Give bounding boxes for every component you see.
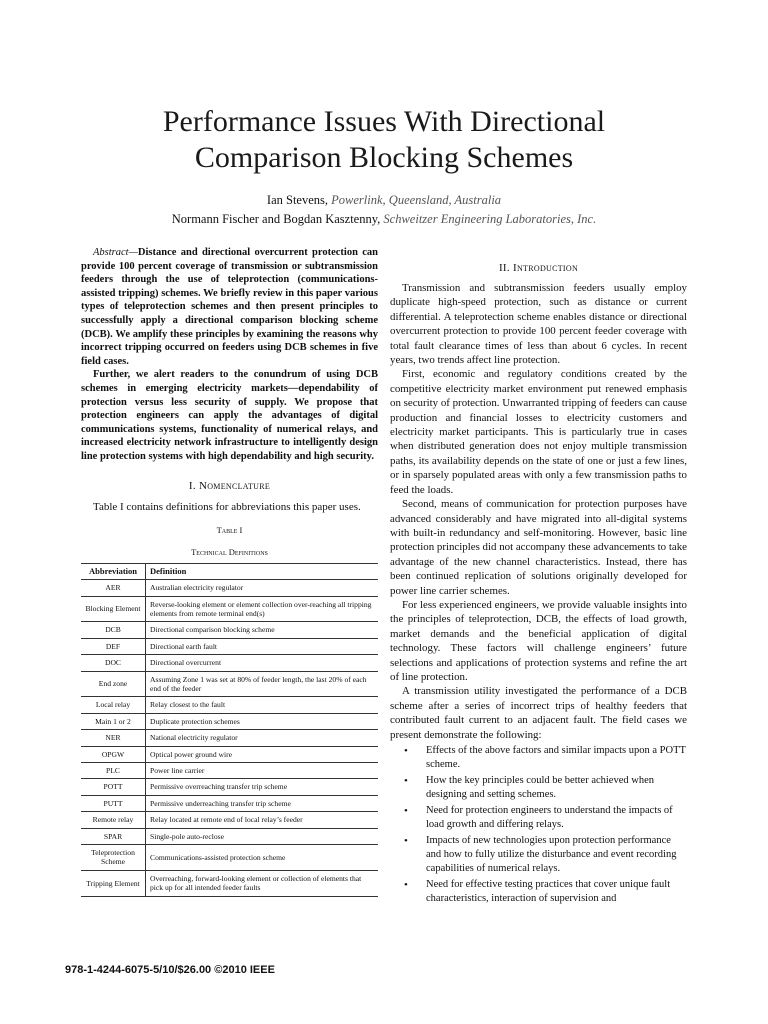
table-row: NER National electricity regulator (81, 730, 378, 746)
table-header-definition: Definition (146, 563, 379, 579)
right-column (390, 246, 687, 908)
section-heading-nomenclature: I. Nomenclature (188, 479, 271, 492)
abstract-paragraph-2: Further, we alert readers to the conundrum of using DCB schemes in emerging electricity markets—dependability of protection versus less security of supply. We propose that protection engineers can apply the advantages of digital communications systems, functionality of numerical relays, and increased electricity network infrastructure to intelligently design line protection systems with high dependability and high security. (81, 369, 378, 462)
table-row: Tripping Element Overreaching, forward-looking element or collection of elements that pick up for all intended feeder faults (81, 870, 378, 896)
title-line-1: Performance Issues With Directional (162, 105, 606, 138)
list-item: • Need for effective testing practices that cover unique fault characteristics, interaction of supervision and (420, 878, 687, 906)
intro-paragraph-3: Second, means of communication for protection purposes have advanced considerably and have migrated into all-digital systems with built-in redundancy and self-monitoring. However, basic line protection principles did not accompany these advancements to take advantage of the new channel characteristics. Instead, there has been continued replication of solutions originally developed for power line carrier schemes. (390, 498, 687, 597)
table-row: POTT Permissive overreaching transfer trip scheme (81, 779, 378, 795)
definitions-table (81, 563, 378, 897)
field-case-bullet-list (390, 744, 687, 906)
table-row: Main 1 or 2 Duplicate protection schemes (81, 713, 378, 729)
intro-paragraph-5: A transmission utility investigated the performance of a DCB scheme after a series of incorrect trips of healthy feeders that contributed fault current to an adjacent fault. The field cases we present demonstrate the following: (390, 685, 687, 741)
table-subcaption: Technical Definitions (191, 546, 268, 557)
intro-paragraph-4: For less experienced engineers, we provide valuable insights into the principles of teleprotection, DCB, the effects of load growth, market demands and the beneficial application of digital technology. These factors will challenge engineers’ future selections and applications of protection systems and refine the art of line protection. (390, 598, 687, 683)
left-column (81, 246, 378, 897)
section-heading-introduction: II. Introduction (498, 262, 579, 274)
table-row: AER Australian electricity regulator (81, 580, 378, 596)
abstract (81, 246, 378, 464)
list-item: • Effects of the above factors and similar impacts upon a POTT scheme. (420, 744, 687, 772)
abstract-lead: Abstract— (93, 247, 138, 258)
table-row: OPGW Optical power ground wire (81, 746, 378, 762)
author-affiliation-1: Powerlink, Queensland, Australia (331, 193, 502, 207)
table-row: DCB Directional comparison blocking scheme (81, 622, 378, 638)
abstract-paragraph-1: Abstract—Distance and directional overcurrent protection can provide 100 percent coverage of transmission or subtransmission feeders through the use of teleprotection (communications-assisted tripping) schemes. We briefly review in this paper various types of teleprotection schemes and then present principles to successfully apply a directional comparison blocking scheme (DCB). We amplify these principles by examining the reasons why incorrect tripping occurred on feeders using DCB schemes in five field cases. (81, 247, 378, 367)
table-row: Teleprotection Scheme Communications-assisted protection scheme (81, 845, 378, 871)
table-row: PUTT Permissive underreaching transfer trip scheme (81, 795, 378, 811)
list-item: • Impacts of new technologies upon protection performance and how to fully utilize the disturbance and event recording capabilities of numerical relays. (420, 834, 687, 876)
table-header-abbreviation: Abbreviation (81, 563, 146, 579)
table-row: Local relay Relay closest to the fault (81, 697, 378, 713)
author-names-1: Ian Stevens, (266, 193, 329, 207)
table-caption: Table I (216, 524, 243, 535)
author-line-1 (0, 191, 768, 210)
title-line-2: Comparison Blocking Schemes (194, 141, 574, 174)
paper-title (0, 104, 768, 176)
intro-paragraph-2: First, economic and regulatory conditions created by the competitive electricity market environment put renewed emphasis on security of protection. Unwarranted tripping of feeders can cause production and financial losses to electricity customers and electricity market participants. This is particularly true in cases when distributed generation does not enjoy multiple transmission paths, its availability depends on the state of one or just a few lines, or in sparsely populated areas with only a few transmission paths to feed the loads. (390, 368, 687, 496)
author-affiliation-2: Schweitzer Engineering Laboratories, Inc. (383, 212, 597, 226)
author-block (0, 191, 768, 229)
intro-paragraph-1: Transmission and subtransmission feeders usually employ duplicate high-speed protection, such as distance or current differential. A teleprotection scheme enables distance or directional overcurrent protection to provide 100 percent feeder coverage with total fault clearance times of less than about 6 cycles. In recent years, two trends affect line protection. (390, 282, 687, 367)
author-line-2 (0, 210, 768, 229)
nomenclature-paragraph: Table I contains definitions for abbreviations this paper uses. (93, 500, 361, 513)
table-row: End zone Assuming Zone 1 was set at 80% of feeder length, the last 20% of each end of the feeder (81, 671, 378, 697)
table-row: Blocking Element Reverse-looking element or element collection over-reaching all tripping elements from remote terminal end(s) (81, 596, 378, 622)
list-item: • How the key principles could be better achieved when designing and setting schemes. (420, 774, 687, 802)
table-row: Remote relay Relay located at remote end of local relay’s feeder (81, 812, 378, 828)
copyright-footer: 978-1-4244-6075-5/10/$26.00 ©2010 IEEE (65, 964, 275, 976)
table-row: PLC Power line carrier (81, 762, 378, 778)
author-names-2: Normann Fischer and Bogdan Kasztenny, (171, 212, 381, 226)
list-item: • Need for protection engineers to understand the impacts of load growth and differing relays. (420, 804, 687, 832)
table-row: DOC Directional overcurrent (81, 655, 378, 671)
table-header-row (81, 563, 378, 579)
table-row: DEF Directional earth fault (81, 638, 378, 654)
table-row: SPAR Single-pole auto-reclose (81, 828, 378, 844)
